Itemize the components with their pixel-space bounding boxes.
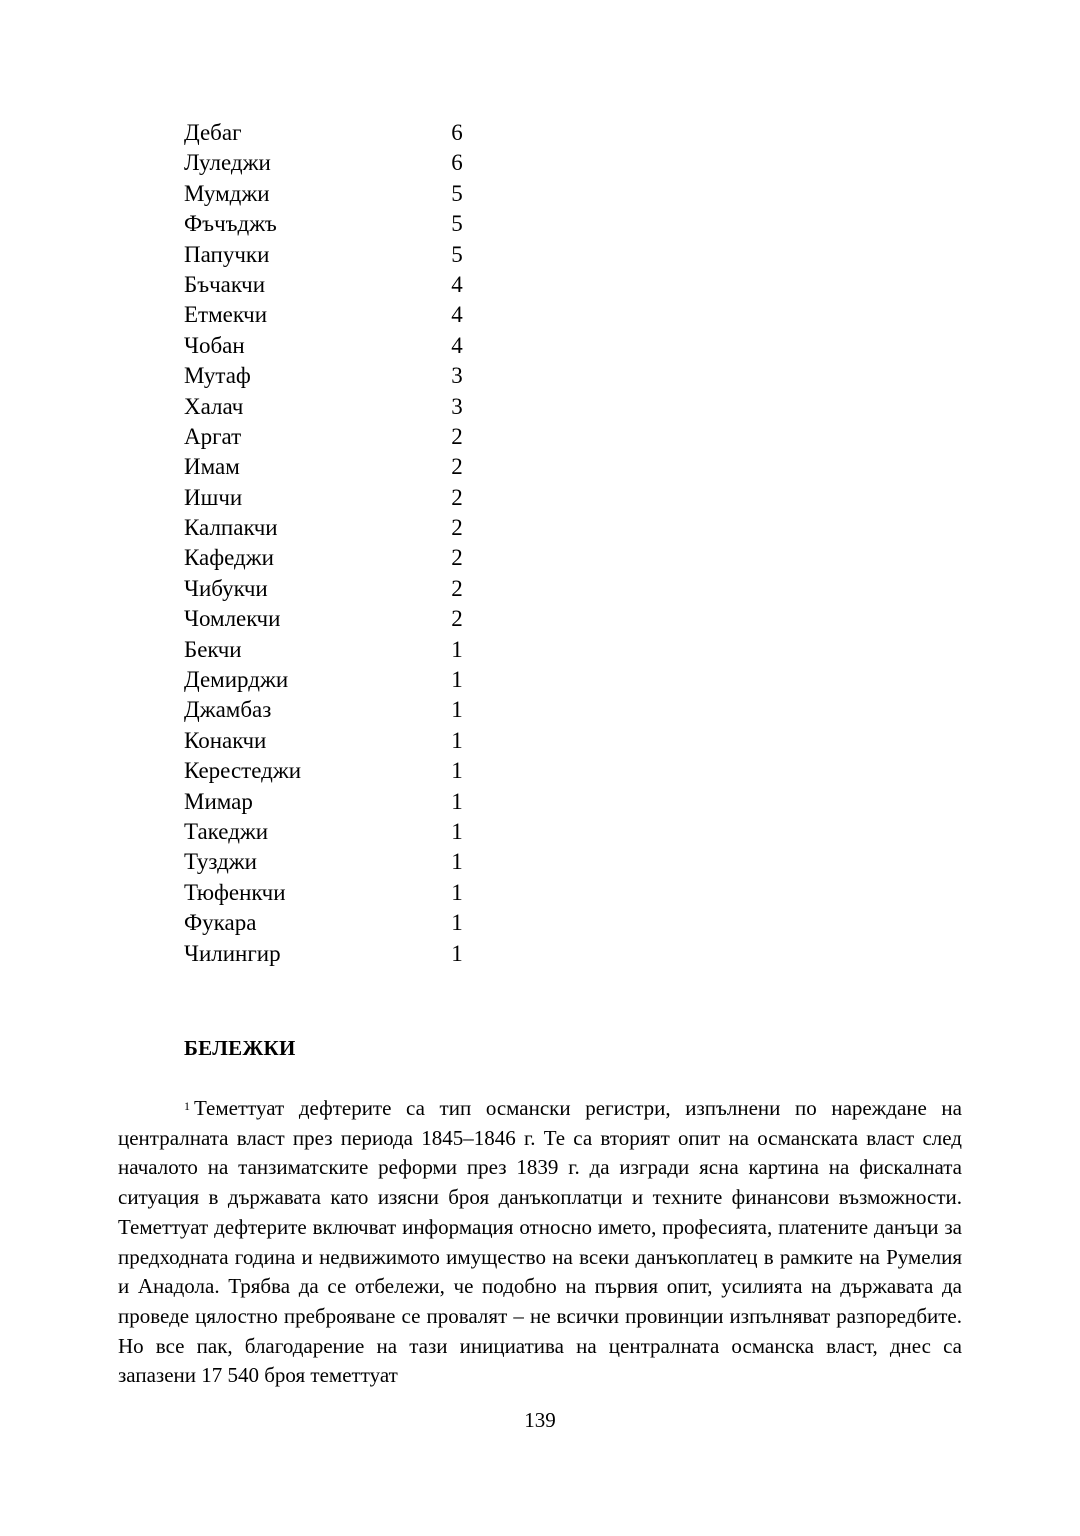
table-row bbox=[184, 483, 484, 513]
occupation-count: 6 bbox=[451, 120, 463, 145]
table-row bbox=[184, 939, 484, 969]
occupation-count: 2 bbox=[451, 545, 463, 571]
occupation-count: 1 bbox=[451, 667, 463, 693]
occupation-count: 1 bbox=[451, 697, 463, 723]
occupation-name: Керестеджи bbox=[184, 758, 302, 784]
occupation-count: 5 bbox=[451, 180, 463, 206]
occupation-name: Папучки bbox=[184, 241, 270, 267]
occupation-name: Фукара bbox=[184, 910, 257, 936]
occupation-name: Чилингир bbox=[184, 940, 281, 966]
occupation-name: Кафеджи bbox=[184, 545, 274, 571]
table-row bbox=[184, 148, 484, 178]
occupation-count: 1 bbox=[451, 910, 463, 936]
occupation-name: Ишчи bbox=[184, 484, 243, 510]
occupation-name: Мутаф bbox=[184, 363, 251, 389]
occupation-count: 2 bbox=[451, 606, 463, 632]
table-row bbox=[184, 361, 484, 391]
table-row bbox=[184, 300, 484, 330]
occupation-name: Джамбаз bbox=[184, 697, 272, 723]
occupation-name: Чобан bbox=[184, 332, 245, 358]
occupation-name: Мимар bbox=[184, 788, 253, 814]
occupation-name: Халач bbox=[184, 393, 244, 419]
occupation-list bbox=[184, 118, 484, 969]
occupation-count: 2 bbox=[451, 484, 463, 510]
table-row bbox=[184, 908, 484, 938]
occupation-count: 1 bbox=[451, 788, 463, 814]
occupation-count: 1 bbox=[451, 940, 463, 966]
occupation-count: 1 bbox=[451, 636, 463, 662]
occupation-count: 2 bbox=[451, 575, 463, 601]
occupation-count: 4 bbox=[451, 271, 463, 297]
table-row bbox=[184, 604, 484, 634]
table-row bbox=[184, 817, 484, 847]
occupation-count: 4 bbox=[451, 302, 463, 328]
occupation-name: Аргат bbox=[184, 423, 242, 449]
page-number: 139 bbox=[524, 1408, 556, 1432]
occupation-count: 1 bbox=[451, 818, 463, 844]
occupation-count: 3 bbox=[451, 393, 463, 419]
table-row bbox=[184, 726, 484, 756]
notes-heading: БЕЛЕЖКИ bbox=[184, 1036, 296, 1060]
occupation-count: 1 bbox=[451, 758, 463, 784]
occupation-name: Бекчи bbox=[184, 636, 242, 662]
table-row bbox=[184, 756, 484, 786]
occupation-name: Дебаг bbox=[184, 120, 242, 145]
occupation-name: Луледжи bbox=[184, 150, 271, 176]
occupation-name: Чомлекчи bbox=[184, 606, 281, 632]
occupation-name: Етмекчи bbox=[184, 302, 268, 328]
footnote-paragraph bbox=[118, 1094, 962, 1391]
footnote-text: Теметтуат дефтерите са тип османски регистри, изпълнени по нареждане на централната власт през периода 1845–1846 г. Те са вторият опит на османската власт след началото на танзиматските реформи през 1839 г. да изгради ясна картина на фискалната ситуация в държавата като изясни броя данъкоплатци и техните финансови възможности. Теметтуат дефтерите включват информация относно името, професията, платените данъци за предходната година и недвижимото имущество на всеки данъкоплатец в рамките на Румелия и Анадола. Трябва да се отбележи, че подобно на първия опит, усилията на държавата да проведе цялостно преброяване се провалят – не всички провинции изпълняват разпоредбите. Но все пак, благодарение на тази инициатива на централната османска власт, днес са запазени 17 540 броя теметтуат bbox=[118, 1096, 962, 1388]
occupation-name: Калпакчи bbox=[184, 515, 278, 541]
occupation-count: 5 bbox=[451, 211, 463, 237]
table-row bbox=[184, 331, 484, 361]
table-row bbox=[184, 695, 484, 725]
occupation-name: Имам bbox=[184, 454, 240, 480]
occupation-count: 3 bbox=[451, 363, 463, 389]
table-row bbox=[184, 240, 484, 270]
occupation-name: Такеджи bbox=[184, 818, 269, 844]
occupation-count: 2 bbox=[451, 515, 463, 541]
occupation-name: Мумджи bbox=[184, 180, 270, 206]
table-row bbox=[184, 392, 484, 422]
occupation-name: Конакчи bbox=[184, 727, 267, 753]
occupation-count: 6 bbox=[451, 150, 463, 176]
table-row bbox=[184, 179, 484, 209]
occupation-count: 2 bbox=[451, 423, 463, 449]
table-row bbox=[184, 574, 484, 604]
footnote-marker: 1 bbox=[184, 1099, 190, 1113]
occupation-count: 1 bbox=[451, 849, 463, 875]
occupation-name: Бъчакчи bbox=[184, 271, 266, 297]
occupation-name: Тюфенкчи bbox=[184, 879, 286, 905]
table-row bbox=[184, 422, 484, 452]
occupation-name: Чибукчи bbox=[184, 575, 268, 601]
table-row bbox=[184, 270, 484, 300]
table-row bbox=[184, 543, 484, 573]
occupation-count: 5 bbox=[451, 241, 463, 267]
occupation-name: Демирджи bbox=[184, 667, 289, 693]
table-row bbox=[184, 635, 484, 665]
table-row bbox=[184, 665, 484, 695]
table-row bbox=[184, 787, 484, 817]
occupation-count: 1 bbox=[451, 879, 463, 905]
table-row bbox=[184, 118, 484, 148]
table-row bbox=[184, 513, 484, 543]
occupation-count: 4 bbox=[451, 332, 463, 358]
occupation-name: Фъчъджъ bbox=[184, 211, 277, 237]
table-row bbox=[184, 452, 484, 482]
occupation-count: 2 bbox=[451, 454, 463, 480]
occupation-count: 1 bbox=[451, 727, 463, 753]
table-row bbox=[184, 209, 484, 239]
table-row bbox=[184, 878, 484, 908]
occupation-name: Тузджи bbox=[184, 849, 257, 875]
table-row bbox=[184, 847, 484, 877]
